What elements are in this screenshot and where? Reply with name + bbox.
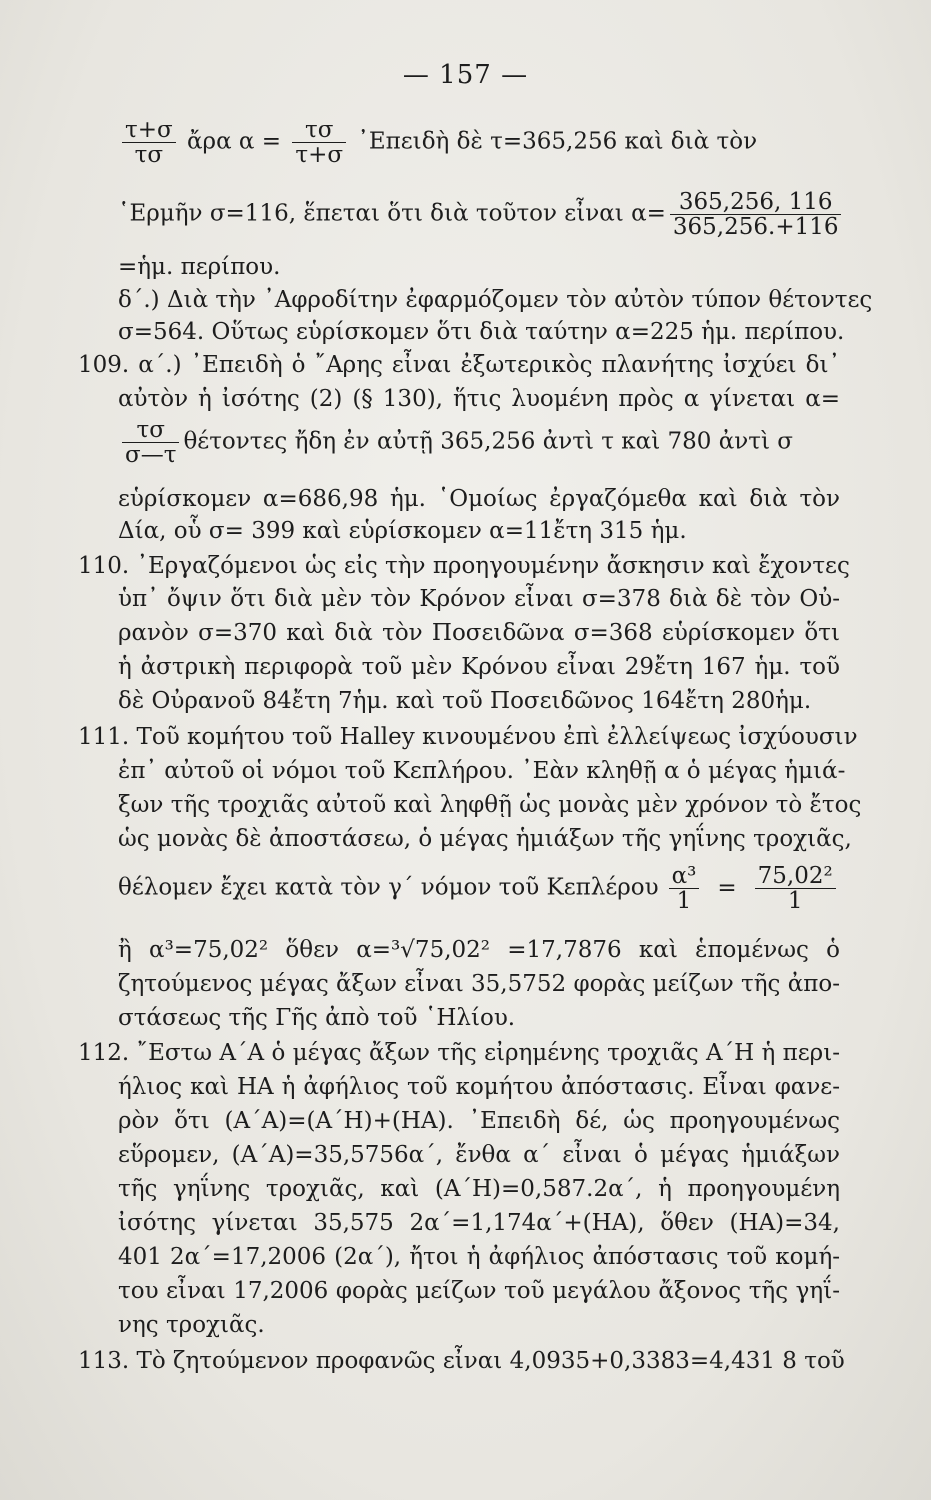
- text-line: 113. Τὸ ζητούμενον προφανῶς εἶναι 4,0935+0,3383=4,431 8 τοῦ: [78, 1348, 845, 1374]
- text-line: εὕρομεν, (Α´Α)=35,5756α´, ἔνθα α´ εἶναι ὁ μέγας ἡμιάξων: [118, 1142, 840, 1168]
- text-line: δ´.) Διὰ τὴν ᾿Αφροδίτην ἐφαρμόζομεν τὸν αὐτὸν τύπον θέτοντες: [118, 287, 873, 313]
- formula-line-1: $\frac{\tau+\sigma}{\tau\sigma}$ ἄρα α = $\frac{\tau\sigma}{\tau+\sigma}$ ᾿Επειδὴ δὲ τ=365,256 καὶ διὰ τὸν: [118, 118, 757, 167]
- formula-line-8: $\frac{\tau\sigma}{\sigma—\tau}$ θέτοντες ἤδη ἐν αὐτῇ 365,256 ἀντὶ τ καὶ 780 ἀντὶ σ: [118, 418, 793, 467]
- text-line: ἡ ἀστρικὴ περιφορὰ τοῦ μὲν Κρόνου εἶναι 29ἔτη 167 ἡμ. τοῦ: [118, 654, 840, 680]
- text-line: ρανὸν σ=370 καὶ διὰ τὸν Ποσειδῶνα σ=368 εὑρίσκομεν ὅτι: [118, 620, 840, 646]
- fraction-6: $\frac{\text{75,02²}}{1}$: [755, 864, 836, 913]
- text-line: ρὸν ὅτι (Α´Α)=(Α´Η)+(ΗΑ). ᾿Επειδὴ δέ, ὡς προηγουμένως: [118, 1108, 840, 1134]
- text-line: ὡς μονὰς δὲ ἀποστάσεω, ὁ μέγας ἡμιάξων τῆς γηΐνης τροχιᾶς,: [118, 826, 852, 852]
- fraction-1: $\frac{\tau+\sigma}{\tau\sigma}$: [122, 118, 176, 167]
- text-line: του εἶναι 17,2006 φορὰς μείζων τοῦ μεγάλου ἄξονος τῆς γηΐ-: [118, 1278, 840, 1304]
- text-line: 110. ᾿Εργαζόμενοι ὡς εἰς τὴν προηγουμένην ἄσκησιν καὶ ἔχοντες: [78, 553, 850, 579]
- text-line: νης τροχιᾶς.: [118, 1312, 265, 1338]
- page-number: — 157 —: [402, 60, 529, 90]
- text-line: ξων τῆς τροχιᾶς αὐτοῦ καὶ ληφθῇ ὡς μονὰς μὲν χρόνον τὸ ἔτος: [118, 792, 862, 818]
- text-line: ήλιος καὶ ΗΑ ἡ ἀφήλιος τοῦ κομήτου ἀπόστασις. Εἶναι φανε-: [118, 1074, 840, 1100]
- text-line: =ἡμ. περίπου.: [118, 254, 281, 280]
- text-line: ζητούμενος μέγας ἄξων εἶναι 35,5752 φορὰς μείζων τῆς ἀπο-: [118, 971, 841, 997]
- text-line: ἰσότης γίνεται 35,575 2α´=1,174α´+(ΗΑ), ὅθεν (ΗΑ)=34,: [118, 1210, 840, 1236]
- formula-line-2: ῾Ερμῆν σ=116, ἕπεται ὅτι διὰ τοῦτον εἶναι α= $\frac{365,256, 116}{365,256.+116}$: [118, 190, 845, 239]
- text-line: ὑπ᾿ ὄψιν ὅτι διὰ μὲν τὸν Κρόνον εἶναι σ=378 διὰ δὲ τὸν Οὐ-: [118, 586, 840, 612]
- text-line: 111. Τοῦ κομήτου τοῦ Halley κινουμένου ἐπὶ ἐλλείψεως ἰσχύουσιν: [78, 724, 858, 750]
- text-line: στάσεως τῆς Γῆς ἀπὸ τοῦ ῾Ηλίου.: [118, 1005, 516, 1031]
- fraction-4: $\frac{\tau\sigma}{\sigma—\tau}$: [122, 418, 179, 467]
- text-line: εὑρίσκομεν α=686,98 ἡμ. ῾Ομοίως ἐργαζόμεθα καὶ διὰ τὸν: [118, 486, 840, 512]
- fraction-2: $\frac{\tau\sigma}{\tau+\sigma}$: [292, 118, 346, 167]
- text-line: δὲ Οὐρανοῦ 84ἔτη 7ἡμ. καὶ τοῦ Ποσειδῶνος 164ἔτη 280ἡμ.: [118, 688, 812, 714]
- text-line: σ=564. Οὕτως εὑρίσκομεν ὅτι διὰ ταύτην α=225 ἡμ. περίπου.: [118, 319, 845, 345]
- fraction-3: $\frac{365,256, 116}{365,256.+116}$: [670, 190, 842, 239]
- text-line: Δία, οὗ σ= 399 καὶ εὑρίσκομεν α=11ἔτη 315 ἡμ.: [118, 518, 687, 544]
- text-line: ἐπ᾿ αὐτοῦ οἱ νόμοι τοῦ Κεπλήρου. ᾿Εὰν κληθῇ α ὁ μέγας ἡμιά-: [118, 758, 846, 784]
- text-line: 109. α´.) ᾿Επειδὴ ὁ ῎Αρης εἶναι ἐξωτερικὸς πλανήτης ἰσχύει δι᾿: [78, 352, 840, 378]
- text-line: τῆς γηΐνης τροχιᾶς, καὶ (Α´Η)=0,587.2α´, ἡ προηγουμένη: [118, 1176, 840, 1202]
- text-line: ἢ α³=75,02² ὅθεν α=³√75,02² =17,7876 καὶ ἑπομένως ὁ: [118, 937, 840, 963]
- text-line: 401 2α´=17,2006 (2α´), ἤτοι ἡ ἀφήλιος ἀπόστασις τοῦ κομή-: [118, 1244, 840, 1270]
- fraction-5: $\frac{\text{α³}}{1}$: [669, 864, 700, 913]
- text-line: αὐτὸν ἡ ἰσότης (2) (§ 130), ἥτις λυομένη πρὸς α γίνεται α=: [118, 386, 840, 412]
- formula-line-20: θέλομεν ἔχει κατὰ τὸν γ´ νόμον τοῦ Κεπλέρου $\frac{\text{α³}}{1}$ = $\frac{\text{75,02²}}{1}$: [118, 864, 840, 913]
- text-line: 112. ῎Εστω Α´Α ὁ μέγας ἄξων τῆς εἰρημένης τροχιᾶς Α´Η ἡ περι-: [78, 1040, 840, 1066]
